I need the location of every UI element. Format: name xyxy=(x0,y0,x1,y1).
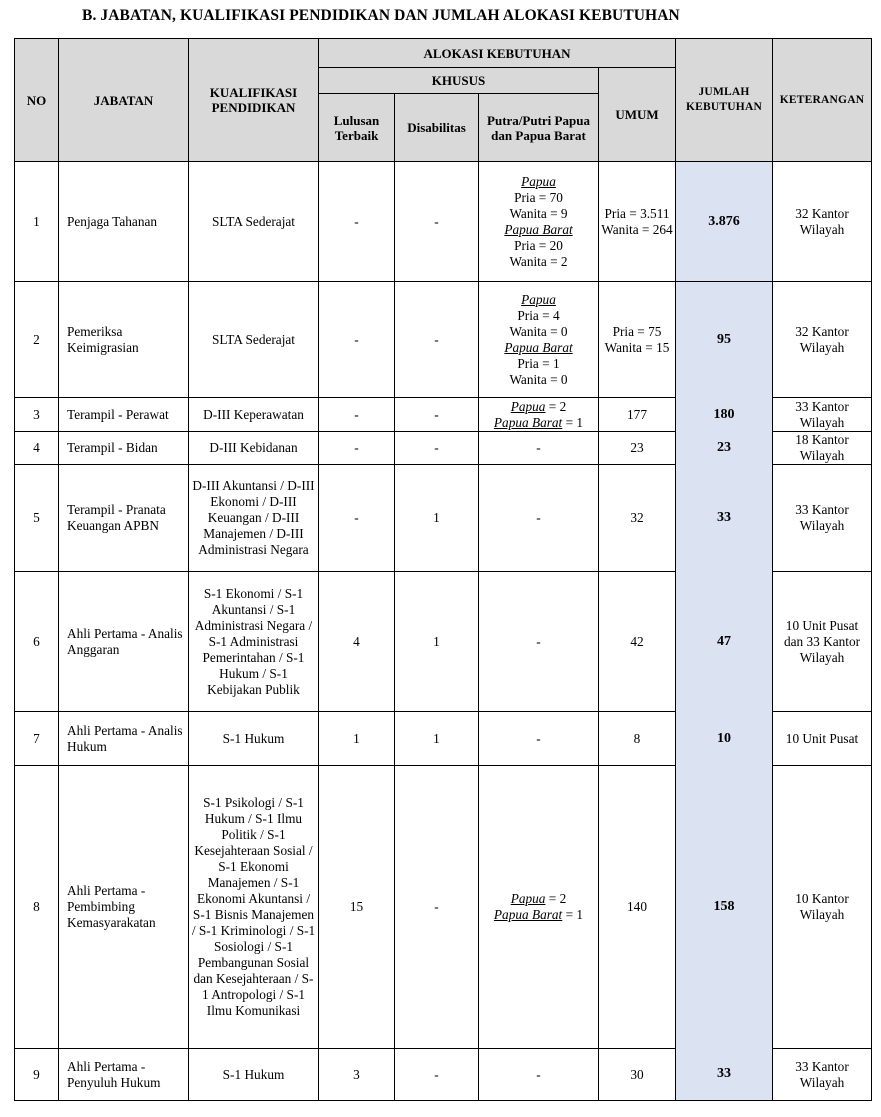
row-umum: 32 xyxy=(599,465,676,572)
row-kualifikasi: D-III Kebidanan xyxy=(189,432,319,465)
row-kualifikasi: S-1 Ekonomi / S-1 Akuntansi / S-1 Administrasi Negara / S-1 Administrasi Pemerintahan / S-1 Hukum / S-1 Kebijakan Publik xyxy=(189,572,319,712)
papua-label: Papua xyxy=(510,891,546,906)
papua-pria: Pria = 4 xyxy=(517,307,560,323)
row-lulusan: - xyxy=(319,398,395,432)
row-no: 9 xyxy=(15,1049,59,1101)
row-kualifikasi: SLTA Sederajat xyxy=(189,162,319,282)
row-jabatan: Terampil - Bidan xyxy=(59,432,189,465)
row-keterangan: 10 Unit Pusat dan 33 Kantor Wilayah xyxy=(773,572,872,712)
table-row xyxy=(15,766,872,1049)
row-umum: 23 xyxy=(599,432,676,465)
papua-barat-value: = 1 xyxy=(562,907,584,922)
row-keterangan: 10 Unit Pusat xyxy=(773,712,872,766)
table-row xyxy=(15,1049,872,1101)
row-putra: - xyxy=(479,1049,599,1101)
header-khusus: KHUSUS xyxy=(319,68,599,94)
row-disabilitas: - xyxy=(395,432,479,465)
row-putra: - xyxy=(479,432,599,465)
row-keterangan: 10 Kantor Wilayah xyxy=(773,766,872,1049)
row-no: 7 xyxy=(15,712,59,766)
row-disabilitas: - xyxy=(395,766,479,1049)
allocation-table xyxy=(14,38,872,1101)
row-lulusan: 1 xyxy=(319,712,395,766)
papua-value: = 2 xyxy=(545,891,567,906)
row-kualifikasi: S-1 Hukum xyxy=(189,1049,319,1101)
row-no: 2 xyxy=(15,282,59,398)
papua-barat-label: Papua Barat xyxy=(504,339,573,355)
table-row xyxy=(15,465,872,572)
row-putra: - xyxy=(479,572,599,712)
row-no: 4 xyxy=(15,432,59,465)
header-no: NO xyxy=(15,39,59,162)
row-kualifikasi: SLTA Sederajat xyxy=(189,282,319,398)
header-lulusan: Lulusan Terbaik xyxy=(319,94,395,162)
header-jabatan: JABATAN xyxy=(59,39,189,162)
papua-pria: Pria = 70 xyxy=(514,189,563,205)
row-kualifikasi: D-III Akuntansi / D-III Ekonomi / D-III Keuangan / D-III Manajemen / D-III Administrasi Negara xyxy=(189,465,319,572)
row-jabatan: Pemeriksa Keimigrasian xyxy=(59,282,189,398)
row-disabilitas: - xyxy=(395,1049,479,1101)
papua-barat-pria: Pria = 20 xyxy=(514,237,563,253)
row-jabatan: Ahli Pertama - Pembimbing Kemasyarakatan xyxy=(59,766,189,1049)
row-putra: - xyxy=(479,465,599,572)
row-umum: 30 xyxy=(599,1049,676,1101)
row-disabilitas: - xyxy=(395,162,479,282)
row-putra xyxy=(479,766,599,1049)
row-umum: Pria = 3.511 Wanita = 264 xyxy=(599,162,676,282)
header-putra: Putra/Putri Papua dan Papua Barat xyxy=(479,94,599,162)
section-title: B. JABATAN, KUALIFIKASI PENDIDIKAN DAN JUMLAH ALOKASI KEBUTUHAN xyxy=(82,7,680,24)
header-umum: UMUM xyxy=(599,68,676,162)
table-row xyxy=(15,162,872,282)
papua-label: Papua xyxy=(521,291,556,307)
row-kualifikasi: S-1 Hukum xyxy=(189,712,319,766)
row-disabilitas: 1 xyxy=(395,572,479,712)
row-jabatan: Terampil - Perawat xyxy=(59,398,189,432)
row-jumlah: 47 xyxy=(676,572,773,712)
row-putra: - xyxy=(479,712,599,766)
papua-value: = 2 xyxy=(545,398,567,414)
row-umum: 140 xyxy=(599,766,676,1049)
row-jumlah: 10 xyxy=(676,712,773,766)
row-kualifikasi: D-III Keperawatan xyxy=(189,398,319,432)
row-umum: Pria = 75 Wanita = 15 xyxy=(599,282,676,398)
papua-barat-label: Papua Barat xyxy=(493,414,563,430)
papua-wanita: Wanita = 9 xyxy=(509,205,568,221)
row-disabilitas: 1 xyxy=(395,712,479,766)
row-jumlah: 33 xyxy=(676,1049,773,1101)
row-kualifikasi: S-1 Psikologi / S-1 Hukum / S-1 Ilmu Politik / S-1 Kesejahteraan Sosial / S-1 Ekonomi Manajemen / S-1 Ekonomi Akuntansi / S-1 Bisnis Manajemen / S-1 Kriminologi / S-1 Sosiologi / S-1 Pembangunan Sosial dan Kesejahteraan / S-1 Antropologi / S-1 Ilmu Komunikasi xyxy=(189,766,319,1049)
row-umum: 177 xyxy=(599,398,676,432)
row-jabatan: Terampil - Pranata Keuangan APBN xyxy=(59,465,189,572)
row-jumlah: 3.876 xyxy=(676,162,773,282)
row-lulusan: - xyxy=(319,432,395,465)
row-keterangan: 18 Kantor Wilayah xyxy=(773,432,872,465)
papua-label: Papua xyxy=(510,398,546,414)
papua-barat-value: = 1 xyxy=(562,414,584,430)
row-lulusan: 4 xyxy=(319,572,395,712)
row-jumlah: 33 xyxy=(676,465,773,572)
row-putra xyxy=(479,398,599,432)
row-lulusan: - xyxy=(319,465,395,572)
header-alokasi: ALOKASI KEBUTUHAN xyxy=(319,39,676,68)
papua-barat-wanita: Wanita = 2 xyxy=(509,253,568,269)
papua-label: Papua xyxy=(521,173,556,189)
table-row xyxy=(15,572,872,712)
row-keterangan: 33 Kantor Wilayah xyxy=(773,398,872,432)
table-row xyxy=(15,712,872,766)
row-jumlah: 23 xyxy=(676,432,773,465)
table-row xyxy=(15,432,872,465)
papua-barat-label: Papua Barat xyxy=(504,221,573,237)
row-putra xyxy=(479,162,599,282)
header-disabilitas: Disabilitas xyxy=(395,94,479,162)
row-putra xyxy=(479,282,599,398)
row-jabatan: Ahli Pertama - Penyuluh Hukum xyxy=(59,1049,189,1101)
row-lulusan: - xyxy=(319,162,395,282)
row-no: 3 xyxy=(15,398,59,432)
row-disabilitas: - xyxy=(395,398,479,432)
row-jumlah: 95 xyxy=(676,282,773,398)
row-keterangan: 33 Kantor Wilayah xyxy=(773,1049,872,1101)
row-keterangan: 32 Kantor Wilayah xyxy=(773,282,872,398)
header-keterangan: KETERANGAN xyxy=(773,39,872,162)
row-lulusan: - xyxy=(319,282,395,398)
row-jabatan: Ahli Pertama - Analis Anggaran xyxy=(59,572,189,712)
papua-barat-label: Papua Barat xyxy=(493,907,563,922)
papua-barat-wanita: Wanita = 0 xyxy=(509,371,568,387)
row-umum: 42 xyxy=(599,572,676,712)
row-jabatan: Penjaga Tahanan xyxy=(59,162,189,282)
table-row xyxy=(15,398,872,432)
row-keterangan: 32 Kantor Wilayah xyxy=(773,162,872,282)
row-disabilitas: 1 xyxy=(395,465,479,572)
row-no: 1 xyxy=(15,162,59,282)
row-umum: 8 xyxy=(599,712,676,766)
row-lulusan: 15 xyxy=(319,766,395,1049)
row-no: 6 xyxy=(15,572,59,712)
row-keterangan: 33 Kantor Wilayah xyxy=(773,465,872,572)
row-no: 5 xyxy=(15,465,59,572)
table-row xyxy=(15,282,872,398)
papua-barat-pria: Pria = 1 xyxy=(517,355,560,371)
row-jumlah: 180 xyxy=(676,398,773,432)
header-kualifikasi: KUALIFIKASI PENDIDIKAN xyxy=(189,39,319,162)
row-lulusan: 3 xyxy=(319,1049,395,1101)
row-no: 8 xyxy=(15,766,59,1049)
header-jumlah: JUMLAH KEBUTUHAN xyxy=(676,39,773,162)
row-jabatan: Ahli Pertama - Analis Hukum xyxy=(59,712,189,766)
row-jumlah: 158 xyxy=(676,766,773,1049)
row-disabilitas: - xyxy=(395,282,479,398)
papua-wanita: Wanita = 0 xyxy=(509,323,568,339)
